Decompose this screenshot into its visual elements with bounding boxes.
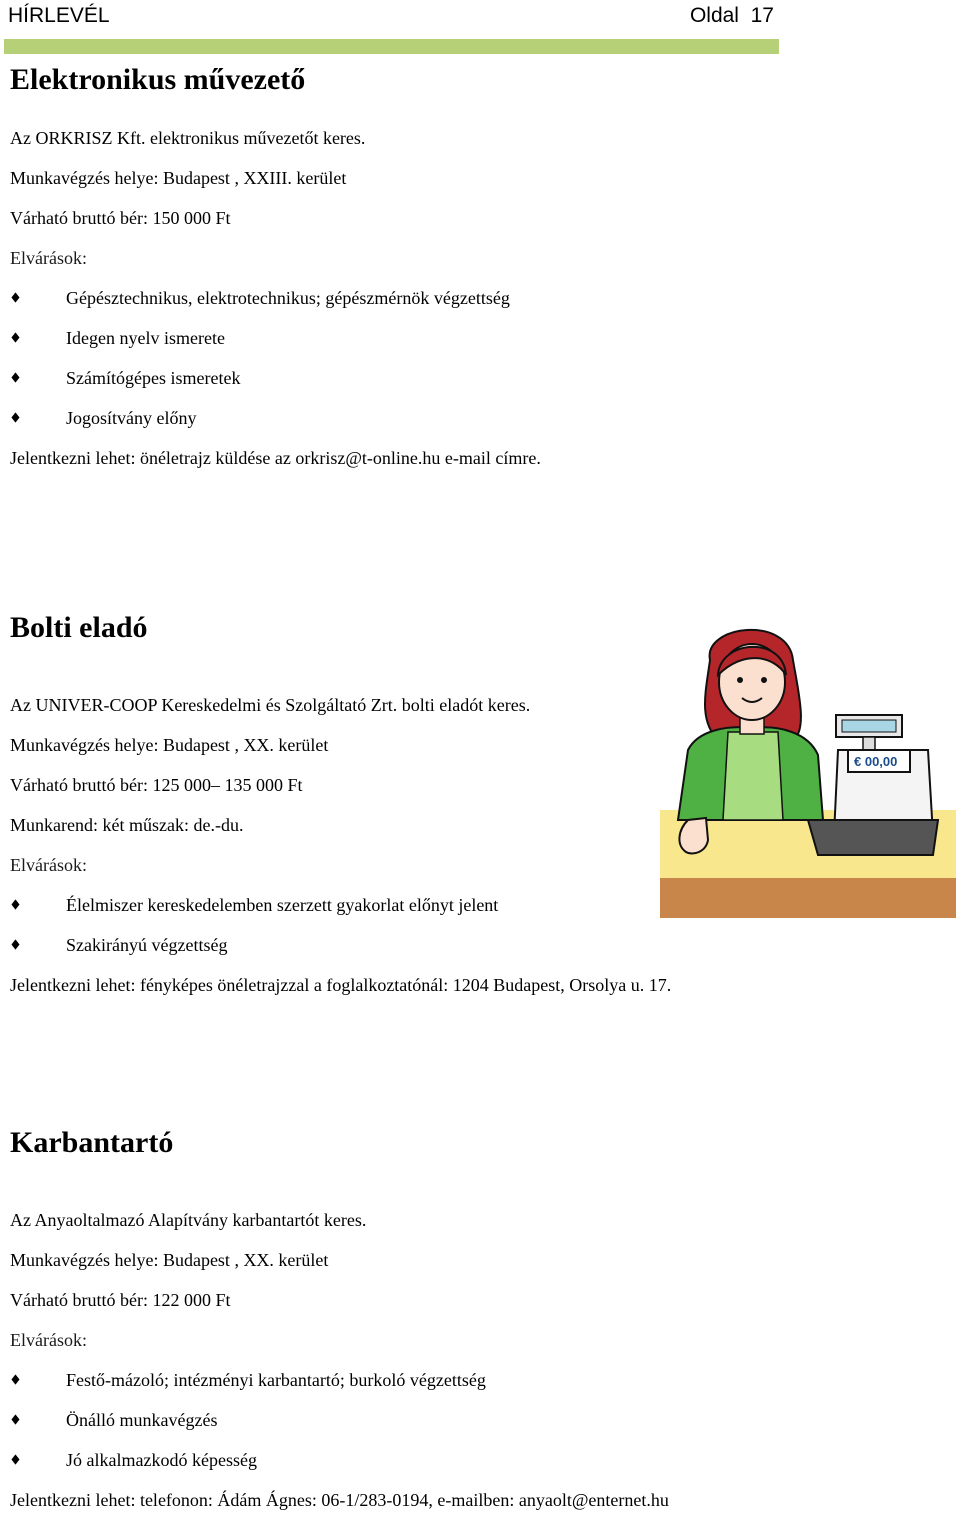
- list-item: ◆ Gépésztechnikus, elektrotechnikus; gépészmérnök végzettség: [10, 278, 910, 318]
- schedule-line: Munkarend: két műszak: de.-du.: [10, 815, 244, 835]
- list-item: ◆ Önálló munkavégzés: [10, 1400, 910, 1440]
- list-item: ◆ Számítógépes ismeretek: [10, 358, 910, 398]
- list-item: ◆ Festő-mázoló; intézményi karbantartó; burkoló végzettség: [10, 1360, 910, 1400]
- newsletter-label: HÍRLEVÉL: [8, 4, 110, 27]
- bullet-icon: [10, 1360, 66, 1400]
- location-line: Munkavégzés helye: Budapest , XX. kerület: [10, 735, 329, 755]
- section-title: Karbantartó: [10, 1126, 174, 1159]
- salary-line: Várható bruttó bér: 125 000– 135 000 Ft: [10, 775, 303, 795]
- apply-line: Jelentkezni lehet: önéletrajz küldése az orkrisz@t-online.hu e-mail címre.: [10, 448, 541, 468]
- counter-front: [660, 878, 956, 918]
- list-item: ◆ Idegen nyelv ismerete: [10, 318, 910, 358]
- bullet-icon: [10, 1440, 66, 1480]
- list-item: ◆ Élelmiszer kereskedelemben szerzett gyakorlat előnyt jelent: [10, 885, 910, 925]
- company-line: Az Anyaoltalmazó Alapítvány karbantartót keres.: [10, 1210, 367, 1230]
- list-item: ◆ Jó alkalmazkodó képesség: [10, 1440, 910, 1480]
- bullet-icon: [10, 278, 66, 318]
- apply-line: Jelentkezni lehet: telefonon: Ádám Ágnes: 06-1/283-0194, e-mailben: anyaolt@enternet.hu: [10, 1490, 669, 1510]
- bullet-icon: [10, 1400, 66, 1440]
- job-section-electronic-supervisor: [10, 62, 910, 478]
- list-item: ◆ Jogosítvány előny: [10, 398, 910, 438]
- bullet-icon: [10, 885, 66, 925]
- page-header: [0, 0, 780, 40]
- apply-line: Jelentkezni lehet: fényképes önéletrajzzal a foglalkoztatónál: 1204 Budapest, Orsolya u. 17.: [10, 975, 672, 995]
- bullet-icon: [10, 318, 66, 358]
- bullet-icon: [10, 358, 66, 398]
- company-line: Az UNIVER-COOP Kereskedelmi és Szolgáltató Zrt. bolti eladót keres.: [10, 695, 531, 715]
- job-section-maintenance: [10, 1125, 910, 1520]
- salary-line: Várható bruttó bér: 122 000 Ft: [10, 1290, 231, 1310]
- location-line: Munkavégzés helye: Budapest , XX. kerület: [10, 1250, 329, 1270]
- bullet-icon: [10, 925, 66, 965]
- requirements-label: Elvárások:: [10, 1330, 87, 1350]
- bullet-icon: [10, 398, 66, 438]
- register-display: € 00,00: [854, 754, 898, 769]
- cashier-illustration: [658, 620, 958, 920]
- salary-line: Várható bruttó bér: 150 000 Ft: [10, 208, 231, 228]
- requirements-label: Elvárások:: [10, 248, 87, 268]
- header-rule: [4, 39, 779, 54]
- requirements-label: Elvárások:: [10, 855, 87, 875]
- list-item: ◆ Szakirányú végzettség: [10, 925, 910, 965]
- section-title: Bolti eladó: [10, 611, 148, 644]
- page-number: Oldal 17: [689, 4, 774, 27]
- company-line: Az ORKRISZ Kft. elektronikus művezetőt keres.: [10, 128, 366, 148]
- location-line: Munkavégzés helye: Budapest , XXIII. kerület: [10, 168, 347, 188]
- section-title: Elektronikus művezető: [10, 63, 306, 96]
